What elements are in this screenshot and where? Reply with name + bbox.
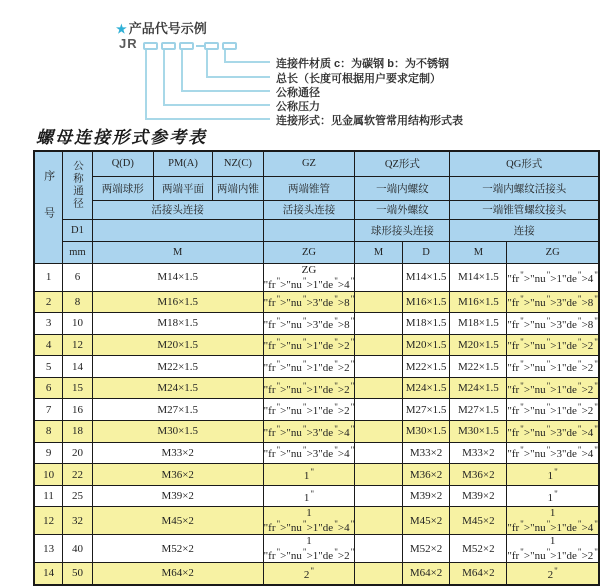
- cell-qz_m: [355, 421, 402, 443]
- table-row: [34, 313, 599, 335]
- cell-qg_zg: 1": [507, 464, 599, 486]
- subheader-q-ends: 两端球形: [92, 176, 153, 200]
- cell-qz_d: M27×1.5: [402, 399, 450, 421]
- subheader-union-connection: 活接头连接: [92, 200, 263, 219]
- connector-line: [163, 50, 165, 106]
- product-code-heading-text: 产品代号示例: [128, 21, 207, 36]
- cell-qz_m: [355, 263, 402, 291]
- col-header-qg: QG形式: [450, 151, 599, 176]
- label-total-length: 总长（长度可根据用户要求定制）: [276, 73, 441, 85]
- cell-m: M22×1.5: [92, 356, 263, 378]
- cell-qg_zg: "fr">"nu">3"de">4": [507, 421, 599, 443]
- cell-qz_m: [355, 485, 402, 507]
- table-title: 螺母连接形式参考表: [36, 128, 207, 147]
- label-nominal-diameter: 公称通径: [276, 87, 320, 99]
- table-row: [34, 421, 599, 443]
- cell-zg: 1 "fr">"nu">1"de">4": [263, 507, 355, 535]
- connector-line: [206, 76, 270, 78]
- cell-dn: 16: [63, 399, 93, 421]
- cell-m: M16×1.5: [92, 291, 263, 313]
- subheader-pm-ends: 两端平面: [153, 176, 212, 200]
- product-code-heading: [116, 18, 207, 37]
- connector-line: [224, 61, 270, 63]
- cell-qz_d: M16×1.5: [402, 291, 450, 313]
- table-row: [34, 356, 599, 378]
- cell-qg_zg: 1 "fr">"nu">1"de">4": [507, 507, 598, 535]
- cell-dn: 12: [63, 334, 93, 356]
- cell-qg_m: M24×1.5: [450, 377, 507, 399]
- cell-qg_m: M16×1.5: [450, 291, 507, 313]
- subheader-gz-ends: 两端锥管: [263, 176, 355, 200]
- cell-m: M64×2: [92, 563, 263, 585]
- table-row: [34, 291, 599, 313]
- cell-qg_m: M20×1.5: [450, 334, 507, 356]
- table-row: [34, 563, 599, 585]
- code-dash: [196, 45, 204, 47]
- unit-zg: ZG: [263, 241, 355, 263]
- cell-qz_d: M36×2: [402, 464, 450, 486]
- col-header-seq: 序号: [34, 151, 63, 263]
- cell-m: M24×1.5: [92, 377, 263, 399]
- cell-dn: 6: [63, 263, 93, 291]
- cell-dn: 32: [63, 507, 93, 535]
- code-box-1: [143, 42, 158, 50]
- cell-qg_m: M36×2: [450, 464, 507, 486]
- cell-dn: 25: [63, 485, 93, 507]
- code-prefix: JR: [119, 36, 138, 51]
- cell-qz_m: [355, 334, 402, 356]
- cell-zg: "fr">"nu">1"de">2": [263, 377, 355, 399]
- cell-dn: 22: [63, 464, 93, 486]
- code-box-2: [161, 42, 176, 50]
- cell-qz_m: [355, 399, 402, 421]
- cell-qz_m: [355, 356, 402, 378]
- cell-zg: "fr">"nu">3"de">4": [263, 421, 355, 443]
- cell-zg: "fr">"nu">3"de">4": [263, 442, 355, 464]
- cell-dn: 20: [63, 442, 93, 464]
- cell-qg_m: M33×2: [450, 442, 507, 464]
- table-row: [34, 334, 599, 356]
- cell-qz_m: [355, 442, 402, 464]
- col-header-q: Q(D): [92, 151, 153, 176]
- cell-qz_m: [355, 563, 402, 585]
- cell-seq: 1: [34, 263, 63, 291]
- connector-line: [181, 50, 183, 91]
- cell-qg_zg: "fr">"nu">3"de">8": [507, 313, 599, 335]
- cell-zg: "fr">"nu">3"de">8": [263, 313, 355, 335]
- cell-zg: 1": [263, 485, 355, 507]
- cell-zg: "fr">"nu">3"de">8": [263, 291, 355, 313]
- cell-zg: 1": [263, 464, 355, 486]
- cell-qg_zg: "fr">"nu">1"de">2": [507, 334, 599, 356]
- subheader-empty: [263, 219, 355, 241]
- cell-qz_d: M64×2: [402, 563, 450, 585]
- cell-qg_m: M39×2: [450, 485, 507, 507]
- table-row: [34, 507, 599, 535]
- cell-seq: 8: [34, 421, 63, 443]
- cell-qz_d: M14×1.5: [402, 263, 450, 291]
- cell-qz_d: M20×1.5: [402, 334, 450, 356]
- unit-qg-zg: ZG: [507, 241, 599, 263]
- cell-qz_m: [355, 313, 402, 335]
- col-header-nz: NZ(C): [213, 151, 264, 176]
- cell-seq: 7: [34, 399, 63, 421]
- table-body: [34, 263, 599, 585]
- connector-line: [181, 90, 270, 92]
- cell-qz_m: [355, 464, 402, 486]
- cell-m: M39×2: [92, 485, 263, 507]
- cell-qz_d: M33×2: [402, 442, 450, 464]
- cell-seq: 6: [34, 377, 63, 399]
- cell-qz_m: [355, 535, 402, 563]
- connector-line: [163, 104, 270, 106]
- cell-zg: 1 "fr">"nu">1"de">2": [263, 535, 355, 563]
- subheader-qz-end2: 一端外螺纹: [355, 200, 450, 219]
- cell-qz_d: M30×1.5: [402, 421, 450, 443]
- cell-m: M45×2: [92, 507, 263, 535]
- cell-m: M20×1.5: [92, 334, 263, 356]
- cell-seq: 2: [34, 291, 63, 313]
- cell-seq: 13: [34, 535, 63, 563]
- label-connector-material: 连接件材质 c：为碳钢 b：为不锈钢: [276, 58, 449, 70]
- label-connection-form: 连接形式：见金属软管常用结构形式表: [276, 115, 463, 127]
- subheader-qg-end1: 一端内螺纹活接头: [450, 176, 599, 200]
- connector-line: [145, 50, 147, 120]
- cell-qz_d: M52×2: [402, 535, 450, 563]
- subheader-gz-connection: 活接头连接: [263, 200, 355, 219]
- label-nominal-pressure: 公称压力: [276, 101, 320, 113]
- cell-dn: 15: [63, 377, 93, 399]
- col-header-dn: 公称通径: [63, 151, 93, 219]
- cell-m: M30×1.5: [92, 421, 263, 443]
- unit-qz-d: D: [402, 241, 450, 263]
- cell-dn: 18: [63, 421, 93, 443]
- subheader-qg-end2: 一端锥管螺纹接头: [450, 200, 599, 219]
- cell-qz_d: M18×1.5: [402, 313, 450, 335]
- cell-qg_zg: "fr">"nu">3"de">8": [507, 291, 599, 313]
- code-box-5: [222, 42, 237, 50]
- cell-qz_m: [355, 507, 402, 535]
- code-box-4: [204, 42, 219, 50]
- cell-m: M27×1.5: [92, 399, 263, 421]
- cell-seq: 5: [34, 356, 63, 378]
- unit-mm: mm: [63, 241, 93, 263]
- cell-zg: "fr">"nu">1"de">2": [263, 399, 355, 421]
- cell-qg_m: M30×1.5: [450, 421, 507, 443]
- col-header-gz: GZ: [263, 151, 355, 176]
- cell-qg_m: M14×1.5: [450, 263, 507, 291]
- table-row: [34, 485, 599, 507]
- nut-connection-reference-table: [33, 150, 600, 586]
- unit-m: M: [92, 241, 263, 263]
- cell-dn: 8: [63, 291, 93, 313]
- cell-qg_zg: 1": [507, 485, 599, 507]
- subheader-qz-connection: 球形接头连接: [355, 219, 450, 241]
- cell-dn: 14: [63, 356, 93, 378]
- unit-qz-m: M: [355, 241, 402, 263]
- cell-qg_zg: "fr">"nu">1"de">2": [507, 399, 599, 421]
- cell-qz_m: [355, 377, 402, 399]
- cell-zg: ZG "fr">"nu">1"de">4": [263, 263, 355, 291]
- cell-seq: 11: [34, 485, 63, 507]
- cell-dn: 50: [63, 563, 93, 585]
- table-row: [34, 535, 599, 563]
- cell-m: M36×2: [92, 464, 263, 486]
- star-icon: ★: [116, 22, 127, 36]
- table-row: [34, 399, 599, 421]
- cell-seq: 12: [34, 507, 63, 535]
- cell-qg_m: M22×1.5: [450, 356, 507, 378]
- subheader-empty: [92, 219, 263, 241]
- cell-qg_m: M45×2: [450, 507, 507, 535]
- cell-qg_zg: "fr">"nu">3"de">4": [507, 442, 599, 464]
- subheader-nz-ends: 两端内锥: [213, 176, 264, 200]
- cell-qz_m: [355, 291, 402, 313]
- table-row: [34, 442, 599, 464]
- subheader-qg-connection: 连接: [450, 219, 599, 241]
- cell-qg_m: M27×1.5: [450, 399, 507, 421]
- cell-qg_zg: 2": [507, 563, 599, 585]
- col-header-qz: QZ形式: [355, 151, 450, 176]
- subheader-qz-end1: 一端内螺纹: [355, 176, 450, 200]
- cell-qg_m: M64×2: [450, 563, 507, 585]
- cell-qg_zg: 1 "fr">"nu">1"de">2": [507, 535, 598, 563]
- cell-qz_d: M39×2: [402, 485, 450, 507]
- cell-seq: 14: [34, 563, 63, 585]
- cell-qg_zg: "fr">"nu">1"de">4": [507, 263, 599, 291]
- cell-seq: 3: [34, 313, 63, 335]
- col-header-pm: PM(A): [153, 151, 212, 176]
- cell-dn: 40: [63, 535, 93, 563]
- cell-m: M18×1.5: [92, 313, 263, 335]
- cell-seq: 9: [34, 442, 63, 464]
- cell-zg: 2": [263, 563, 355, 585]
- table-row: [34, 263, 599, 291]
- cell-qg_zg: "fr">"nu">1"de">2": [507, 356, 599, 378]
- cell-qz_d: M45×2: [402, 507, 450, 535]
- cell-qg_zg: "fr">"nu">1"de">2": [507, 377, 599, 399]
- cell-qg_m: M18×1.5: [450, 313, 507, 335]
- cell-m: M52×2: [92, 535, 263, 563]
- code-box-3: [179, 42, 194, 50]
- table-row: [34, 464, 599, 486]
- cell-qz_d: M24×1.5: [402, 377, 450, 399]
- table-row: [34, 377, 599, 399]
- cell-m: M14×1.5: [92, 263, 263, 291]
- connector-line: [206, 50, 208, 77]
- cell-zg: "fr">"nu">1"de">2": [263, 356, 355, 378]
- cell-seq: 10: [34, 464, 63, 486]
- cell-m: M33×2: [92, 442, 263, 464]
- cell-dn: 10: [63, 313, 93, 335]
- unit-qg-m: M: [450, 241, 507, 263]
- subheader-d1: D1: [63, 219, 93, 241]
- cell-seq: 4: [34, 334, 63, 356]
- connector-line: [145, 118, 270, 120]
- cell-qg_m: M52×2: [450, 535, 507, 563]
- cell-qz_d: M22×1.5: [402, 356, 450, 378]
- cell-zg: "fr">"nu">1"de">2": [263, 334, 355, 356]
